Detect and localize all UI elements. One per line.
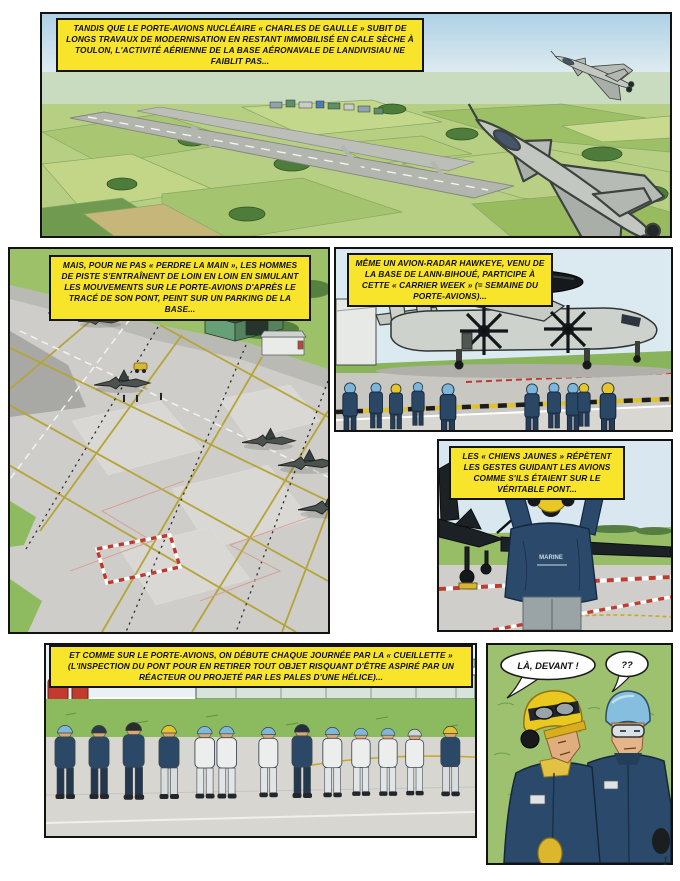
distant-fields-haze (42, 72, 670, 104)
yellow-glove (538, 838, 562, 863)
yellow-wheel-chock (459, 583, 477, 589)
jacket-text: MARINE (539, 555, 563, 561)
name-patch (530, 795, 545, 804)
white-shed (260, 331, 306, 355)
panel-6-two-crewmen (486, 643, 673, 865)
two-crewmen-drawing (488, 645, 671, 863)
open-hatch (462, 333, 472, 349)
goggle-lens-left (535, 707, 553, 719)
goggle-lens-right (556, 703, 574, 715)
narration-caption-2: MAIS, POUR NE PAS « PERDRE LA MAIN », LES HOMMES DE PISTE S'ENTRAÎNENT DE LOIN EN LOIN EN SIMULANT LES MOUVEMENTS SUR LE PORTE-AVIONS D'APRÈS LE TRACÉ DE SON PONT, PEINT SUR UN PARKING DE LA BASE... (49, 255, 311, 321)
narration-caption-3: MÊME UN AVION-RADAR HAWKEYE, VENU DE LA BASE DE LANN-BIHOUÉ, PARTICIPE À CETTE « CARRIER WEEK » (= SEMAINE DU PORTE-AVIONS)... (347, 253, 553, 307)
jacket (505, 523, 597, 605)
aircraft-shadow (376, 364, 671, 378)
ear-cup (521, 730, 539, 748)
dark-glove (652, 828, 670, 854)
page-number: 1 (662, 855, 669, 868)
speech-text-right: ?? (621, 659, 633, 670)
speech-text-left: LÀ, DEVANT ! (517, 660, 579, 671)
white-building (336, 299, 376, 365)
narration-caption-5: ET COMME SUR LE PORTE-AVIONS, ON DÉBUTE CHAQUE JOURNÉE PAR LA « CUEILLETTE » (L'INSPECTION DU PONT POUR EN RETIRER TOUT OBJET RISQUANT D'ÊTRE ASPIRÉ PAR UN RÉACTEUR OU PROJETÉ PAR LES PALES D'UNE HÉLICE)... (49, 645, 473, 688)
name-patch (604, 781, 618, 789)
narration-caption-1: TANDIS QUE LE PORTE-AVIONS NUCLÉAIRE « CHARLES DE GAULLE » SUBIT DE LONGS TRAVAUX DE MODERNISATION EN RESTANT IMMOBILISÉ EN CALE SÈCHE À TOULON, L'ACTIVITÉ AÉRIENNE DE LA BASE AÉRONAVALE DE LANDIVISIAU NE FAIBLIT PAS... (56, 18, 424, 72)
narration-caption-4: LES « CHIENS JAUNES » RÉPÈTENT LES GESTES GUIDANT LES AVIONS COMME S'ILS ÉTAIENT SUR LE VÉRITABLE PONT... (449, 446, 625, 500)
propeller-right (544, 305, 592, 353)
